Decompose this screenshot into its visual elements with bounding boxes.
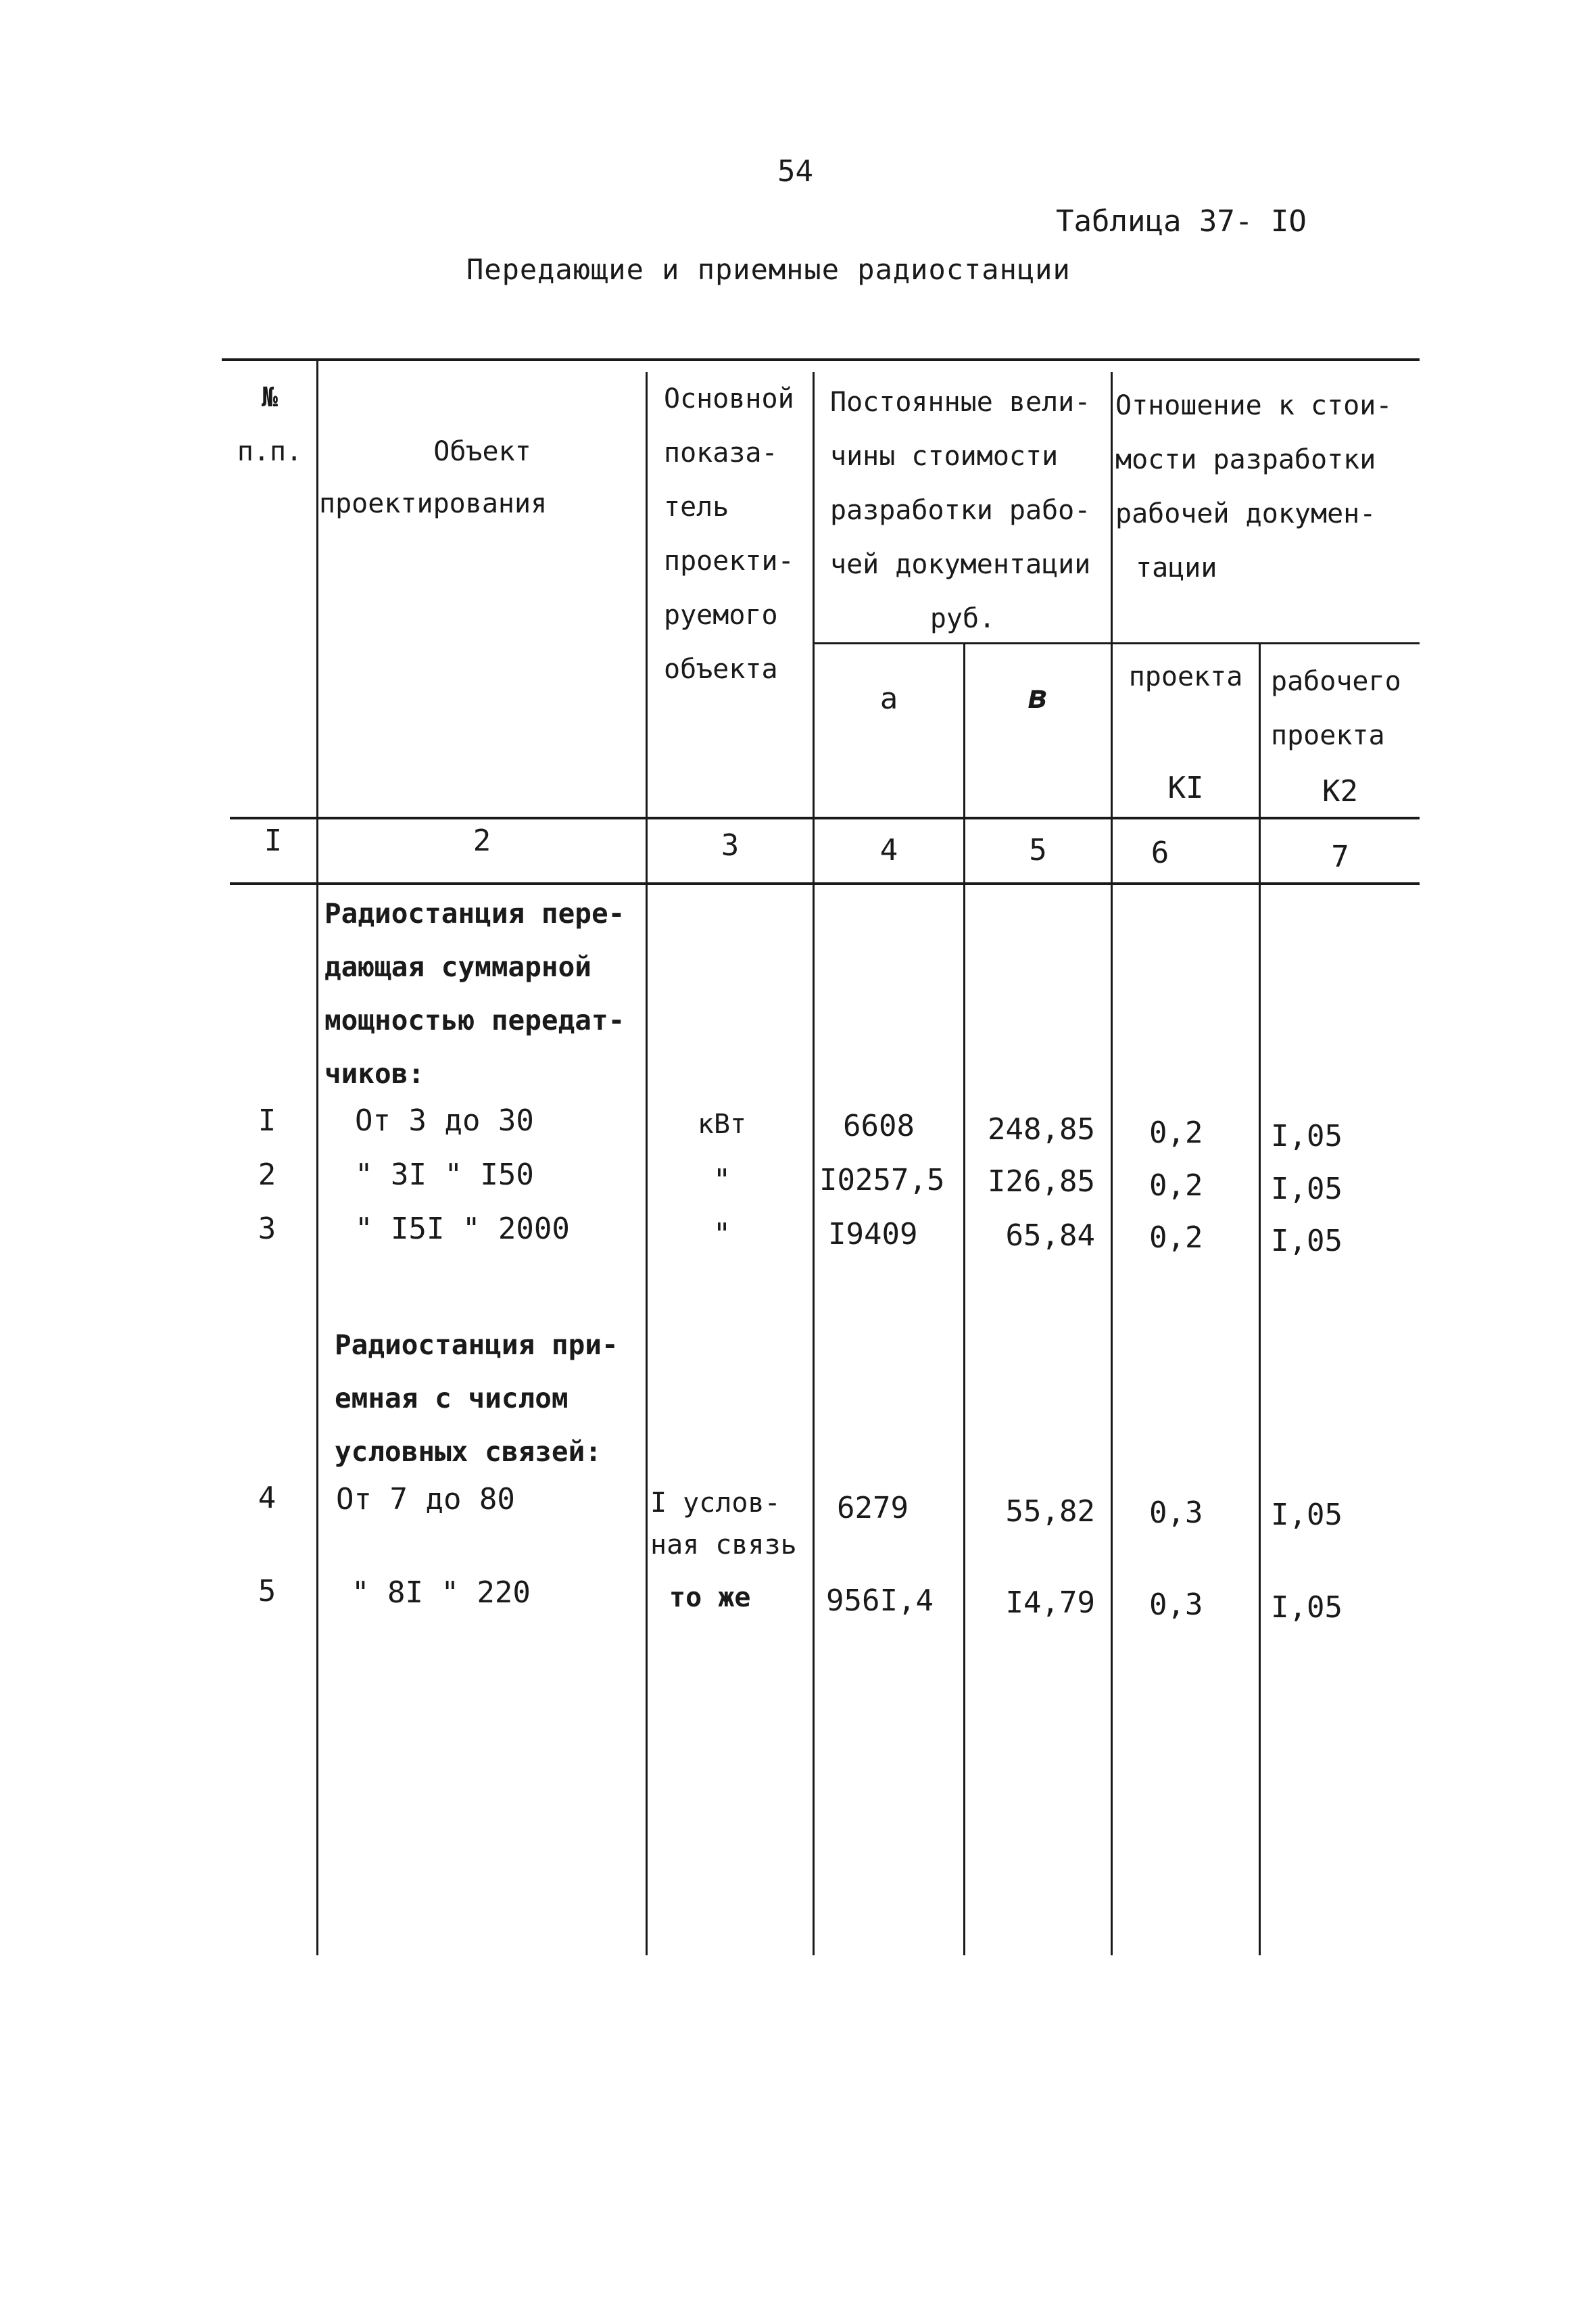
row-k2: I,05 xyxy=(1271,1119,1343,1153)
header-col7-line: рабочего xyxy=(1271,666,1401,697)
header-col3-line: руемого xyxy=(664,600,778,631)
row-value-a: 6279 xyxy=(837,1491,909,1525)
row-unit: " xyxy=(712,1163,731,1197)
row-object: От 3 до 30 xyxy=(355,1103,534,1138)
row-k1: 0,2 xyxy=(1149,1168,1203,1203)
row-object: " 8I " 220 xyxy=(352,1575,531,1610)
section-title-line: мощностью передат- xyxy=(324,1004,625,1036)
section-title-line: условных связей: xyxy=(335,1435,602,1468)
header-col4-a: а xyxy=(879,682,898,716)
row-k2: I,05 xyxy=(1271,1172,1343,1206)
rule-header-bottom xyxy=(230,817,1420,819)
row-value-b: 55,82 xyxy=(1005,1494,1095,1529)
row-value-b: I26,85 xyxy=(988,1164,1095,1199)
header-col45-line: Постоянные вели- xyxy=(830,387,1091,418)
section-title-line: Радиостанция пере- xyxy=(324,897,625,930)
rule-top xyxy=(222,358,1420,361)
row-object: От 7 до 80 xyxy=(336,1482,515,1517)
col-number: 6 xyxy=(1151,836,1169,870)
vline-5 xyxy=(1111,372,1113,1955)
row-value-a: I0257,5 xyxy=(819,1163,945,1197)
section-title-line: чиков: xyxy=(324,1057,425,1090)
row-object: " I5I " 2000 xyxy=(355,1212,570,1246)
row-k1: 0,3 xyxy=(1149,1588,1203,1622)
header-col45-unit: руб. xyxy=(929,603,996,634)
row-k1: 0,2 xyxy=(1149,1220,1203,1255)
row-number: 2 xyxy=(258,1158,276,1192)
header-col3-line: проекти- xyxy=(664,546,794,577)
row-unit: то же xyxy=(669,1582,751,1613)
header-col45-line: чины стоимости xyxy=(830,441,1059,472)
header-col3-line: Основной xyxy=(664,383,794,414)
header-col45-line: чей документации xyxy=(830,549,1091,580)
rule-colnum-bottom xyxy=(230,882,1420,885)
row-unit: I услов- xyxy=(650,1487,781,1519)
col-number: 2 xyxy=(473,824,491,858)
row-number: 5 xyxy=(258,1574,276,1608)
row-unit: кВт xyxy=(697,1109,747,1140)
row-value-b: 65,84 xyxy=(1005,1218,1095,1253)
header-col3-line: показа- xyxy=(664,437,778,469)
col-number: 3 xyxy=(721,828,740,863)
col-number: 7 xyxy=(1331,840,1349,874)
header-design: проектирования xyxy=(319,488,548,519)
row-number: I xyxy=(258,1103,276,1138)
col-number: 5 xyxy=(1029,833,1047,867)
table-title: Передающие и приемные радиостанции xyxy=(466,253,1071,286)
header-col6-k1: KI xyxy=(1167,771,1204,805)
page-number: 54 xyxy=(777,154,813,189)
row-value-b: 248,85 xyxy=(988,1112,1095,1147)
row-unit: " xyxy=(712,1217,731,1251)
header-col3-line: объекта xyxy=(664,654,778,685)
header-col5-b: в xyxy=(1028,678,1048,716)
row-value-a: 956I,4 xyxy=(826,1583,934,1618)
row-object: " 3I " I50 xyxy=(355,1158,534,1192)
header-object: Объект xyxy=(433,436,531,467)
header-num-sign: № xyxy=(261,382,279,413)
header-col67-line: Отношение к стои- xyxy=(1115,390,1393,421)
row-number: 3 xyxy=(258,1212,276,1246)
header-col67-line: тации xyxy=(1136,552,1217,583)
row-k2: I,05 xyxy=(1271,1590,1343,1625)
header-col7-k2: K2 xyxy=(1322,774,1358,809)
section-title-line: дающая суммарной xyxy=(324,951,591,983)
row-number: 4 xyxy=(258,1481,276,1515)
row-unit: ная связь xyxy=(650,1529,797,1560)
row-value-a: 6608 xyxy=(843,1109,915,1143)
row-k1: 0,3 xyxy=(1149,1496,1203,1530)
section-title-line: Радиостанция при- xyxy=(335,1329,619,1361)
col-number: 4 xyxy=(879,833,898,867)
header-col67-line: мости разработки xyxy=(1115,444,1376,475)
row-value-a: I9409 xyxy=(828,1217,918,1251)
header-col45-line: разработки рабо- xyxy=(830,495,1091,526)
header-col3-line: тель xyxy=(664,492,729,523)
section-title-line: емная с числом xyxy=(335,1382,569,1414)
header-col7-line: проекта xyxy=(1271,720,1385,751)
col-number: I xyxy=(264,824,283,858)
table-label: Таблица 37- IO xyxy=(1056,204,1307,239)
header-pp: п.п. xyxy=(237,436,303,467)
row-k2: I,05 xyxy=(1271,1498,1343,1532)
row-k1: 0,2 xyxy=(1149,1116,1203,1150)
header-col6-project: проекта xyxy=(1128,661,1243,692)
row-k2: I,05 xyxy=(1271,1224,1343,1258)
vline-1 xyxy=(316,360,318,1955)
header-col67-line: рабочей докумен- xyxy=(1115,498,1376,529)
row-value-b: I4,79 xyxy=(1005,1585,1095,1620)
